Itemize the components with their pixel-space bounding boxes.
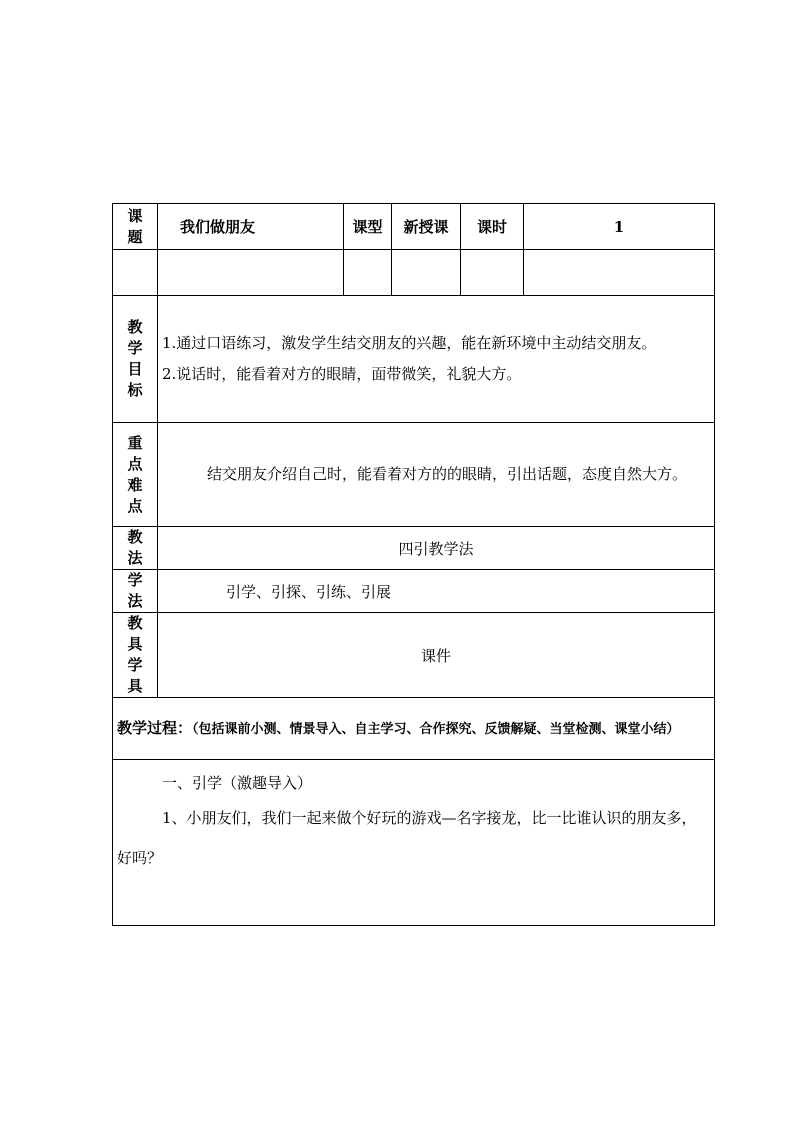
objective-1: 1.通过口语练习，激发学生结交朋友的兴趣，能在新环境中主动结交朋友。 [162,334,657,352]
objective-2: 2.说话时，能看着对方的眼睛，面带微笑，礼貌大方。 [162,365,522,383]
empty-cell [461,250,524,296]
teaching-method-label-char: 法 [127,549,143,567]
tools-label-cell [113,613,158,698]
teaching-method-label-cell [113,527,158,570]
learning-method-label-char: 法 [127,592,143,610]
process-heading-main: 教学过程： [117,718,193,737]
hours-value: 1 [524,204,715,250]
objectives-label-char: 目 [127,360,143,378]
learning-method-value: 引学、引探、引练、引展 [158,570,715,613]
title-label-cell [113,204,158,250]
title-label-char: 题 [127,227,143,246]
process-section-1: 一、引学（激趣导入） [162,774,313,792]
process-body [113,760,715,926]
empty-cell [344,250,392,296]
teaching-method-row [113,527,715,570]
empty-cell [524,250,715,296]
learning-method-row [113,570,715,613]
tools-label-char: 具 [127,677,143,695]
tools-value: 课件 [158,613,715,698]
header-row [113,204,715,250]
empty-cell [113,250,158,296]
tools-label-char: 学 [127,656,143,674]
objectives-row [113,296,715,423]
objectives-label-char: 学 [127,339,143,357]
learning-method-label-cell [113,570,158,613]
lesson-plan-table [112,203,715,926]
learning-method-label-char: 学 [127,571,143,589]
objectives-content [158,296,715,423]
hours-label: 课时 [461,204,524,250]
key-points-label-cell [113,423,158,527]
objectives-label-cell [113,296,158,423]
process-heading-sub: （包括课前小测、情景导入、自主学习、合作探究、反馈解疑、当堂检测、课堂小结） [192,721,680,737]
process-heading [113,698,715,760]
objectives-label-char: 标 [127,381,143,399]
tools-label-char: 具 [127,635,143,653]
process-item-1: 1、小朋友们，我们一起来做个好玩的游戏—名字接龙，比一比谁认识的朋友多，好吗？ [117,809,697,867]
empty-cell [392,250,461,296]
type-label: 课型 [344,204,392,250]
key-points-content [158,423,715,527]
key-points-label-char: 难 [127,475,143,494]
key-points-label-char: 点 [127,454,143,473]
empty-row [113,250,715,296]
process-heading-row [113,698,715,760]
key-points-label-char: 点 [127,496,143,515]
key-points-row [113,423,715,527]
lesson-title: 我们做朋友 [158,204,344,250]
key-points-text: 结交朋友介绍自己时，能看着对方的的眼睛，引出话题，态度自然大方。 [207,465,688,483]
key-points-label-char: 重 [127,433,143,452]
tools-row [113,613,715,698]
tools-label-char: 教 [127,614,143,632]
type-value: 新授课 [392,204,461,250]
teaching-method-label-char: 教 [127,528,143,546]
objectives-label-char: 教 [127,318,143,336]
teaching-method-value: 四引教学法 [158,527,715,570]
empty-cell [158,250,344,296]
process-body-row [113,760,715,926]
title-label-char: 课 [127,206,143,225]
